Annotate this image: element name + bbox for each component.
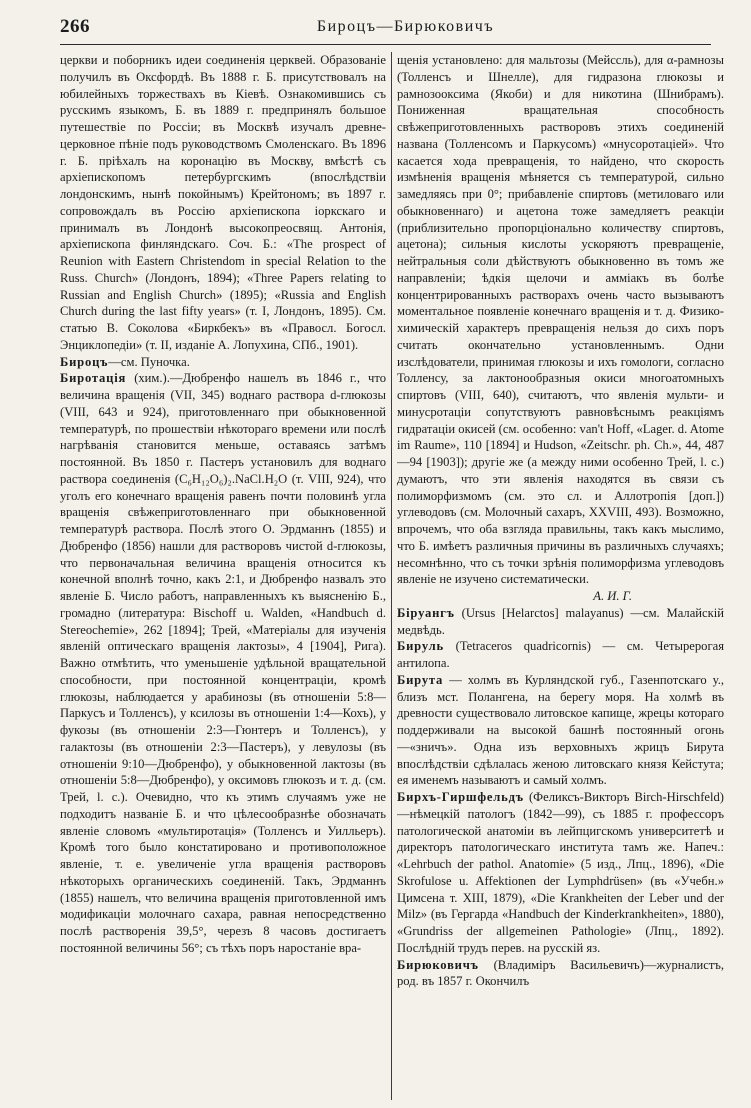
entry-text: (хим.).—Дюбренфо нашелъ въ 1846 г., что величина вращенія (VII, 345) воднаго раствора d-глюкозы (VIII, 643 и 924), приготовленнаго при обыкновенной температурѣ, по прошествіи нѣкотораго времени или послѣ нагрѣванія становится меньше, оставаясь затѣмъ постоянной. Въ 1850 г. Пастеръ установилъ для воднаго раствора соединенія (C₆H₁₂O₆)₂.NaCl.H₂O (т. VIII, 924), что уголъ его конечнаго вращенія равенъ почти половинѣ угла вращенія свѣжеприготовленнаго при обыкновенной температурѣ раствора. Послѣ этого О. Эрдманнъ (1855) и Дюбренфо (1856) нашли для растворовъ чистой d-глюкозы, что первоначальная величина вращенія относится къ конечной вполнѣ точно, какъ 2:1, и Дюбренфо назвалъ это явленіе Б. Число работъ, направленныхъ къ выясненію Б., громадно (литература: Bischoff u. Walden, «Handbuch d. Stereochemie», 262 [1894]; Трей, «Матеріалы для изученія явленій оптическаго вращенія лактозы», 4 [1904], Рига). Важно отмѣтить, что уменьшеніе удѣльной вращательной способности, при постоянной концентраціи, кромѣ глюкозы, наблюдается у арабинозы (въ отношеніи 5:8—Паркусъ и Толленсъ), у ксилозы въ отношеніи 1:4—Кохъ), у фукозы (въ отношеніи 2:3—Гюнтеръ и Толленсъ), у галактозы (въ отношеніи 2:3—Пастеръ), у левулозы (въ отношеніи 9:10—Дюбренфо), у обыкновенной лактозы (въ отношеніи 5:8—Дюбренфо), у оксимовъ глюкозъ и т. д. (см. Трей, l. c.). Очевидно, что къ этимъ случаямъ уже не подходитъ названіе Б. и что цѣлесообразнѣе обозначать явленіе словомъ «мультиротація» (Толленсъ и Уилльеръ). Кромѣ того было констатировано и противоположное явленіе, т. е. увеличеніе угла вращенія растворовъ нѣкоторыхъ органическихъ соединеній. Такъ, Эрдманнъ (1855) нашелъ, что величина вращенія приготовленной имъ модификаціи молочнаго сахара, равная непосредственно послѣ растворенія 39,5°, черезъ 8 часовъ достигаетъ постоянной величины 56°; съ тѣхъ поръ наростаніе вра- — [60, 371, 386, 955]
entry-biruang — [397, 605, 724, 639]
entry-head: Бируль — [397, 639, 444, 654]
entry-birul — [397, 638, 724, 672]
entry-text: (Владиміръ Васильевичъ)—журналистъ, род. въ 1857 г. Окончилъ — [397, 957, 724, 989]
entry-text: (Феликсъ-Викторъ Birch-Hirschfeld)—нѣмецкій патологъ (1842—99), съ 1885 г. профессоръ патологической анатоміи въ лейпцигскомъ университетѣ и директоръ патологическаго института тамъ же. Напеч.: «Lehrbuch der pathol. Anatomie» (5 изд., Лпц., 1896), «Die Skrofulose u. Affektionen der Lymphdrüsen» (въ «Учебн.» Цимсена т. XIII, 1879), «Die Krankheiten der Leber und der Milz» (въ Гергарда «Handbuch der Kinderkrankheiten», 1880), «Grundriss der allgemeinen Pathologie» (Лпц., 1892). Послѣдній трудъ перев. на русскій яз. — [397, 790, 724, 955]
intro-paragraph: церкви и поборникъ идеи соединенія церквей. Образованіе получилъ въ Оксфордѣ. Въ 1888 г. Б. присутствовалъ на юбилейныхъ торжествахъ въ Кіевѣ. Ознакомившись съ русскимъ языкомъ, Б. въ 1889 г. предпринялъ большое путешествіе по Россіи; въ Москвѣ изучалъ древне-церковное пѣніе подъ руководствомъ Смоленскаго. Въ 1896 г. Б. пріѣхалъ на коронацію въ Москву, вмѣстѣ съ архіепископомъ петербургскимъ (впослѣдствіи лондонскимъ, нынѣ покойнымъ) Крейтономъ; въ 1897 г. сопровождалъ въ Россію архіепископа іоркскаго и принималъ въ Лондонѣ высокопреосвящ. Антонія, архіепископа финляндскаго. Соч. Б.: «The prospect of Reunion with Eastern Christendom in special Relation to the Russ. Church» (Лондонъ, 1894); «Three Papers relating to Russian and English Church» (1895); «Russia and English Church during the last fifty years» (т. I, Лондонъ, 1895). См. статью В. Соколова «Биркбекъ» въ «Правосл. Богосл. Энциклопедіи» (т. II, изданіе А. Лопухина, СПб., 1901). — [60, 53, 386, 352]
right-column — [397, 52, 724, 1102]
entry-head: Биротація — [60, 371, 127, 386]
entry-head: Бироцъ — [60, 354, 109, 369]
entry-head: Бирхъ-Гиршфельдъ — [397, 790, 524, 804]
header-rule — [60, 44, 711, 45]
entry-head: Бирута — [397, 672, 444, 687]
entry-text: (Tetraceros quadricornis) — см. Четырерогая антилопа. — [397, 639, 724, 670]
entry-birotatsiya — [60, 370, 386, 956]
entry-birch-hirschfeld — [397, 789, 724, 957]
page-number: 266 — [60, 16, 90, 37]
entry-text: —см. Пуночка. — [108, 354, 190, 369]
entry-biryukovich — [397, 957, 724, 991]
author-signature: А. И. Г. — [593, 589, 632, 603]
page-header — [60, 12, 711, 42]
entry-birots — [60, 354, 386, 371]
running-title: Бироцъ—Бирюковичъ — [316, 18, 495, 35]
entry-head: Бирюковичъ — [397, 957, 479, 972]
entry-text: (Ursus [Helarctos] malayanus) —см. Малайскій медвѣдь. — [397, 605, 724, 637]
column-divider — [391, 52, 392, 1100]
entry-text: — холмъ въ Курляндской губ., Газенпотскаго у., близъ мст. Полангена, на берегу моря. На холмѣ въ древности существовало литовское капище, жрецы котораго поддерживали на высокой башнѣ постоянный огонь—«зничъ». Одна изъ верховныхъ жрицъ Бирута впослѣдствіи сдѣлалась женою литовскаго князя Кейстута; ея именемъ называютъ и самый холмъ. — [397, 672, 724, 788]
continuation-paragraph: щенія установлено: для мальтозы (Мейссль), для α-рамнозы (Толленсъ и Шнелле), для гидразона глюкозы и рамнозооксима (Якоби) и для никотина (Шнибрамъ). Пониженная вращательная способность свѣжеприготовленныхъ растворовъ этихъ соединеній названа (Толленсомъ и Паркусомъ) «мнусоротаціей». Что касается хода превращенія, то найдено, что скорость измѣненія вращенія мѣняется съ температурой, сильно замедляясь при 0°; прибавленіе спиртовъ (метиловаго или обыкновеннаго) и ацетона тоже замедляетъ реакціи (приблизительно пропорціонально количеству спиртовъ, ацетона); сильныя кислоты ускоряютъ превращеніе, нейтральныя соли дѣйствуютъ обыкновенно въ томъ же направленіи; ѣдкія щелочи и аммiакъ въ болѣе концентрированныхъ растворахъ очень часто вызываютъ моментальное появленіе конечнаго вращенія и т. д. Физико-химическій характеръ превращенія нельзя до сихъ поръ считать окончательно установленнымъ. Одни изслѣдователи, принимая глюкозы и ихъ гомологи, согласно Толленсу, за лактонообразныя окиси многоатомныхъ спиртовъ (VIII, 640), считаютъ, что явленія мульти- и минусротаціи сопутствуютъ равновѣснымъ реакціямъ гидратаціи окисей (см. особенно: van't Hoff, «Lager. d. Atome im Raume», 110 [1894] и Hudson, «Zeitschr. ph. Ch.», 44, 487—94 [1903]); другіе же (а между ними особенно Трей, l. c.) думаютъ, что эти явленія находятся въ связи съ полиморфизмомъ (см. это сл. и Аллотропія [доп.]) углеводовъ (см. Молочный сахаръ, XXVIII, 493). Возможно, впрочемъ, что оба взгляда правильны, такъ какъ мыслимо, что Б. имѣетъ различныя причины въ различныхъ случаяхъ; несомнѣнно, что съ точки зрѣнія полиморфизма углеводовъ явленіе не изучено систематически. — [397, 53, 724, 587]
entry-head: Біруангъ — [397, 605, 455, 620]
left-column — [60, 52, 386, 1102]
entry-biruta — [397, 672, 724, 789]
